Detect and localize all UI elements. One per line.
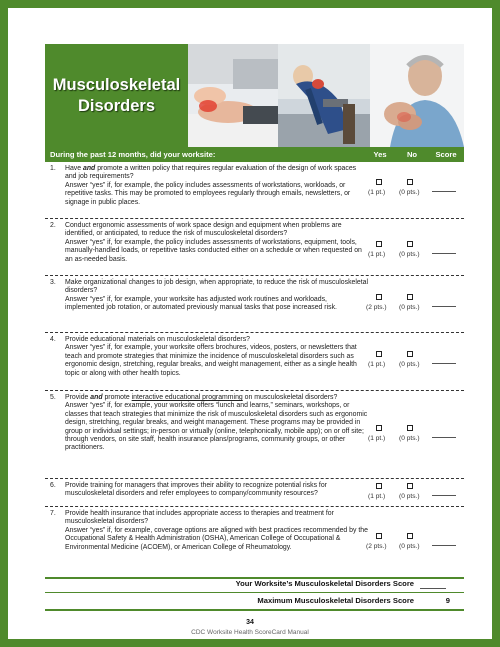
question-number: 7. [50, 510, 56, 517]
question-text: Conduct ergonomic assessments of work space design and equipment when problems are identified, or anticipated, to reduce the risk of musculoskeletal disorders? Answer “yes” if, for example, the policy includes assessments of workstations, equipment, tools, manually-handled loads, or repetitive tasks conducted either on a schedule or when requested on an as-needed basis. [65, 222, 362, 263]
table-header [45, 147, 464, 162]
question-text: Provide health insurance that includes appropriate access to therapies and treatment for musculoskeletal disorders? Answer “yes” if, for example, coverage options are aligned with best practices recommended by the Occupational Safety & Health Administration (OSHA), American College of Occupational & Environmental Medicine (ACOEM), or American College of Rheumatology. [65, 510, 368, 551]
worker-photo [278, 44, 370, 147]
page-title-line1: Musculoskeletal [52, 75, 181, 94]
no-points: (0 pts.) [399, 435, 420, 442]
worksite-score-label: Your Worksite’s Musculoskeletal Disorders Score [235, 579, 414, 588]
max-score-label: Maximum Musculoskeletal Disorders Score [257, 596, 414, 605]
answer-guidance: Answer “yes” if, for example, your worksite has adjusted work routines and workloads, implemented job rotation, or automated previously manual tasks that pose increased risk. [65, 295, 337, 312]
question-text: Provide training for managers that improves their ability to recognize potential risks for musculoskeletal disorders and refer employees to company/community resources? [65, 482, 327, 498]
title-box [45, 44, 188, 147]
answer-guidance: Answer “yes” if, for example, the policy includes assessments of workstations, equipment, tools, manually-handled loads, or repetitive tasks conducted either on a schedule or when requested on an as-needed basis. [65, 238, 362, 263]
yes-checkbox[interactable] [376, 483, 382, 489]
question-text: Have and promote a written policy that requires regular evaluation of the design of work spaces and job requirements? Answer “yes” if, for example, the policy includes assessments of workstations, workloads, or repetitive tasks. This may be promoted to employees regularly through emails, newsletters, or signage in public places. [65, 165, 357, 206]
yes-points: (1 pt.) [368, 251, 386, 258]
header-score: Score [435, 150, 457, 159]
header-banner [45, 44, 464, 147]
header-no: No [406, 150, 418, 159]
page-number: 34 [246, 619, 254, 626]
max-score-row [45, 596, 464, 608]
no-points: (0 pts.) [399, 304, 420, 311]
no-points: (0 pts.) [399, 189, 420, 196]
answer-guidance: Answer “yes” if, for example, your worksite offers brochures, videos, posters, or newsletters that teach and promote strategies that minimize the incidence of musculoskeletal disorders such as ergonomic design, stretching, regular breaks, and weight management, either as a single health topic or along with other health topics. [65, 344, 357, 377]
page-title-line2: Disorders [77, 96, 156, 115]
score-line[interactable] [432, 437, 456, 438]
no-checkbox[interactable] [407, 294, 413, 300]
elderly-man-photo [370, 44, 464, 147]
question-number: 2. [50, 222, 56, 229]
question-row [45, 507, 464, 579]
wrist-pain-photo [188, 44, 278, 147]
max-score-value: 9 [445, 596, 450, 605]
question-row [45, 162, 464, 219]
answer-guidance: Answer “yes” if, for example, the policy includes assessments of workstations, workloads, or repetitive tasks. This may be promoted to employees regularly through emails, newsletters, or signage in public places. [65, 181, 351, 206]
question-number: 3. [50, 279, 56, 286]
no-checkbox[interactable] [407, 533, 413, 539]
question-row [45, 479, 464, 507]
header-yes: Yes [373, 150, 387, 159]
no-checkbox[interactable] [407, 179, 413, 185]
score-line[interactable] [432, 306, 456, 307]
yes-checkbox[interactable] [376, 179, 382, 185]
question-text: Provide and promote interactive educational programming on musculoskeletal disorders? Answer “yes” if, for example, your worksite offers “lunch and learns,” seminars, workshops, or classes that teach strategies that minimize the risk of musculoskeletal disorders such as ergonomic design, stretching, regular breaks, and weight management. These programs may be provided in group or individual settings; in-person or virtually (online, telephonically, mobile app); on or off site; through vendors, on site staff, health insurance plans/programs, community groups, or other practitioners. [65, 394, 368, 452]
worksite-score-line[interactable] [420, 588, 446, 589]
no-points: (0 pts.) [399, 493, 420, 500]
question-text: Provide educational materials on musculoskeletal disorders? Answer “yes” if, for example, your worksite offers brochures, videos, posters, or newsletters that teach and promote strategies that minimize the incidence of musculoskeletal disorders such as ergonomic design, stretching, regular breaks, and weight management, either as a single health topic or along with other health topics. [65, 336, 357, 377]
question-row [45, 276, 464, 333]
no-checkbox[interactable] [407, 351, 413, 357]
divider [45, 609, 464, 611]
question-number: 1. [50, 165, 56, 172]
footer-manual: CDC Worksite Health ScoreCard Manual [191, 629, 309, 636]
yes-checkbox[interactable] [376, 425, 382, 431]
header-question: During the past 12 months, did your worksite: [50, 150, 216, 159]
question-row [45, 219, 464, 276]
score-line[interactable] [432, 253, 456, 254]
yes-checkbox[interactable] [376, 351, 382, 357]
question-row [45, 333, 464, 391]
question-number: 5. [50, 394, 56, 401]
no-checkbox[interactable] [407, 425, 413, 431]
score-line[interactable] [432, 363, 456, 364]
yes-points: (2 pts.) [366, 304, 387, 311]
questions-list [45, 162, 464, 579]
score-line[interactable] [432, 191, 456, 192]
no-points: (0 pts.) [399, 251, 420, 258]
question-text: Make organizational changes to job design, when appropriate, to reduce the risk of musculoskeletal disorders? Answer “yes” if, for example, your worksite has adjusted work routines and workloads, implemented job rotation, or automated previously manual tasks that pose increased risk. [65, 279, 368, 312]
no-checkbox[interactable] [407, 241, 413, 247]
answer-guidance: Answer “yes” if, for example, your worksite offers “lunch and learns,” seminars, workshops, or classes that teach strategies that minimize the risk of musculoskeletal disorders such as ergonomic design, stretching, regular breaks, and weight management. These programs may be provided in group or individual settings; in-person or virtually (online, telephonically, mobile app); on or off site; through vendors, on site staff, health insurance plans/programs, community groups, or other practitioners. [65, 402, 368, 452]
interactive-programming-link[interactable]: interactive educational programming [131, 394, 243, 401]
worksite-score-row [45, 579, 464, 591]
no-checkbox[interactable] [407, 483, 413, 489]
yes-points: (1 pt.) [368, 493, 386, 500]
score-line[interactable] [432, 495, 456, 496]
divider [45, 592, 464, 593]
yes-points: (1 pt.) [368, 361, 386, 368]
question-row [45, 391, 464, 479]
yes-points: (1 pt.) [368, 435, 386, 442]
no-points: (0 pts.) [399, 543, 420, 550]
yes-checkbox[interactable] [376, 294, 382, 300]
yes-checkbox[interactable] [376, 533, 382, 539]
answer-guidance: Answer “yes” if, for example, coverage options are aligned with best practices recommended by the Occupational Safety & Health Administration (OSHA), American College of Occupational & Environmental Medicine (ACOEM), or American College of Rheumatology. [65, 526, 368, 551]
page [8, 8, 492, 639]
no-points: (0 pts.) [399, 361, 420, 368]
yes-points: (2 pts.) [366, 543, 387, 550]
yes-points: (1 pt.) [368, 189, 386, 196]
yes-checkbox[interactable] [376, 241, 382, 247]
question-number: 6. [50, 482, 56, 489]
score-line[interactable] [432, 545, 456, 546]
question-number: 4. [50, 336, 56, 343]
